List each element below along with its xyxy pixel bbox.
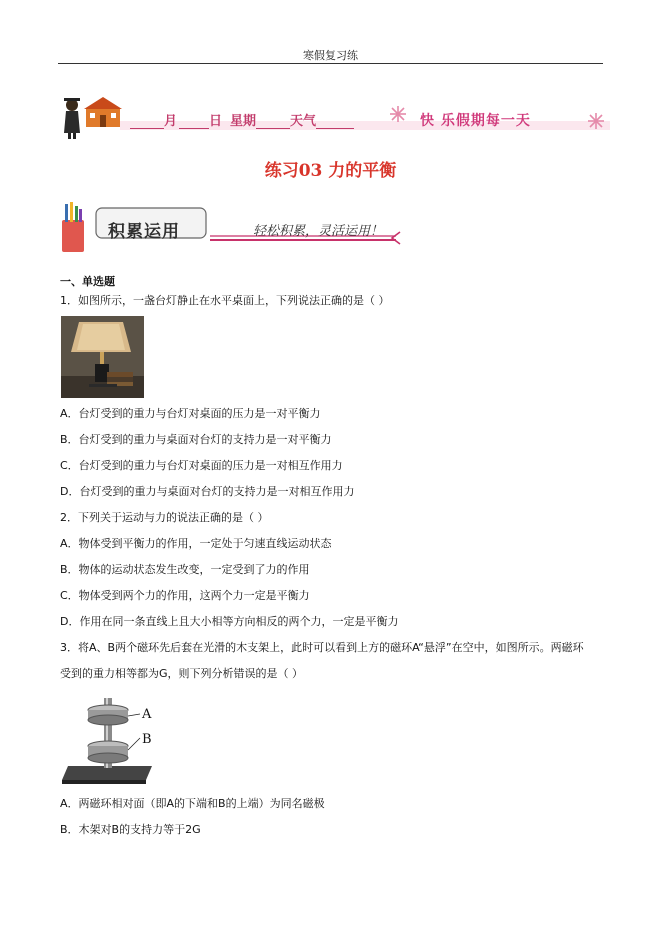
weekday-label: 星期 bbox=[230, 114, 257, 129]
question-2-option-b: B．物体的运动状态发生改变，一定受到了力的作用 bbox=[60, 563, 310, 576]
header-title: 寒假复习练 bbox=[303, 49, 358, 62]
section-label: 积累运用 bbox=[108, 222, 180, 242]
question-1-stem: 1．如图所示，一盏台灯静止在水平桌面上，下列说法正确的是（ ） bbox=[60, 294, 390, 307]
date-fields bbox=[130, 110, 354, 129]
magnet-rings-figure bbox=[60, 694, 160, 786]
month-label: 月 bbox=[164, 114, 178, 129]
day-label: 日 bbox=[209, 114, 223, 129]
snowflake-icon bbox=[588, 113, 604, 129]
pencil-cup-icon bbox=[62, 202, 84, 252]
header-rule bbox=[58, 63, 603, 64]
page-title: 练习03 力的平衡 bbox=[264, 161, 397, 181]
question-2-option-d: D．作用在同一条直线上且大小相等方向相反的两个力，一定是平衡力 bbox=[60, 615, 399, 628]
questions-heading: 一、单选题 bbox=[60, 275, 115, 288]
school-building-icon bbox=[84, 97, 122, 127]
weekday-blank bbox=[256, 116, 290, 129]
graduate-figure-icon bbox=[64, 98, 80, 139]
lamp-photo bbox=[61, 316, 144, 398]
question-3-option-b: B．木架对B的支持力等于2G bbox=[60, 823, 201, 836]
question-2-option-c: C．物体受到两个力的作用，这两个力一定是平衡力 bbox=[60, 589, 310, 602]
question-2-option-a: A．物体受到平衡力的作用，一定处于匀速直线运动状态 bbox=[60, 537, 332, 550]
question-1-option-a: A．台灯受到的重力与台灯对桌面的压力是一对平衡力 bbox=[60, 407, 321, 420]
label-a: A bbox=[142, 707, 152, 722]
month-blank bbox=[130, 116, 164, 129]
question-3-stem-line-2: 受到的重力相等都为G，则下列分析错误的是（ ） bbox=[60, 667, 304, 680]
question-1-option-b: B．台灯受到的重力与桌面对台灯的支持力是一对平衡力 bbox=[60, 433, 332, 446]
weather-blank bbox=[316, 116, 354, 129]
question-2-stem: 2．下列关于运动与力的说法正确的是（ ） bbox=[60, 511, 269, 524]
banner-slogan: 快 乐假期每一天 bbox=[420, 113, 531, 129]
question-3-stem-line-1: 3．将A、B两个磁环先后套在光滑的木支架上，此时可以看到上方的磁环A“悬浮”在空中，如图所示。两磁环 bbox=[60, 641, 584, 654]
section-slogan: 轻松积累，灵活运用！ bbox=[253, 224, 384, 239]
question-3-option-a: A．两磁环相对面（即A的下端和B的上端）为同名磁极 bbox=[60, 797, 325, 810]
question-1-option-d: D．台灯受到的重力与桌面对台灯的支持力是一对相互作用力 bbox=[60, 485, 355, 498]
day-blank bbox=[179, 116, 209, 129]
weather-label: 天气 bbox=[290, 114, 317, 129]
label-b: B bbox=[142, 732, 152, 747]
question-1-option-c: C．台灯受到的重力与台灯对桌面的压力是一对相互作用力 bbox=[60, 459, 343, 472]
snowflake-icon bbox=[390, 106, 406, 122]
